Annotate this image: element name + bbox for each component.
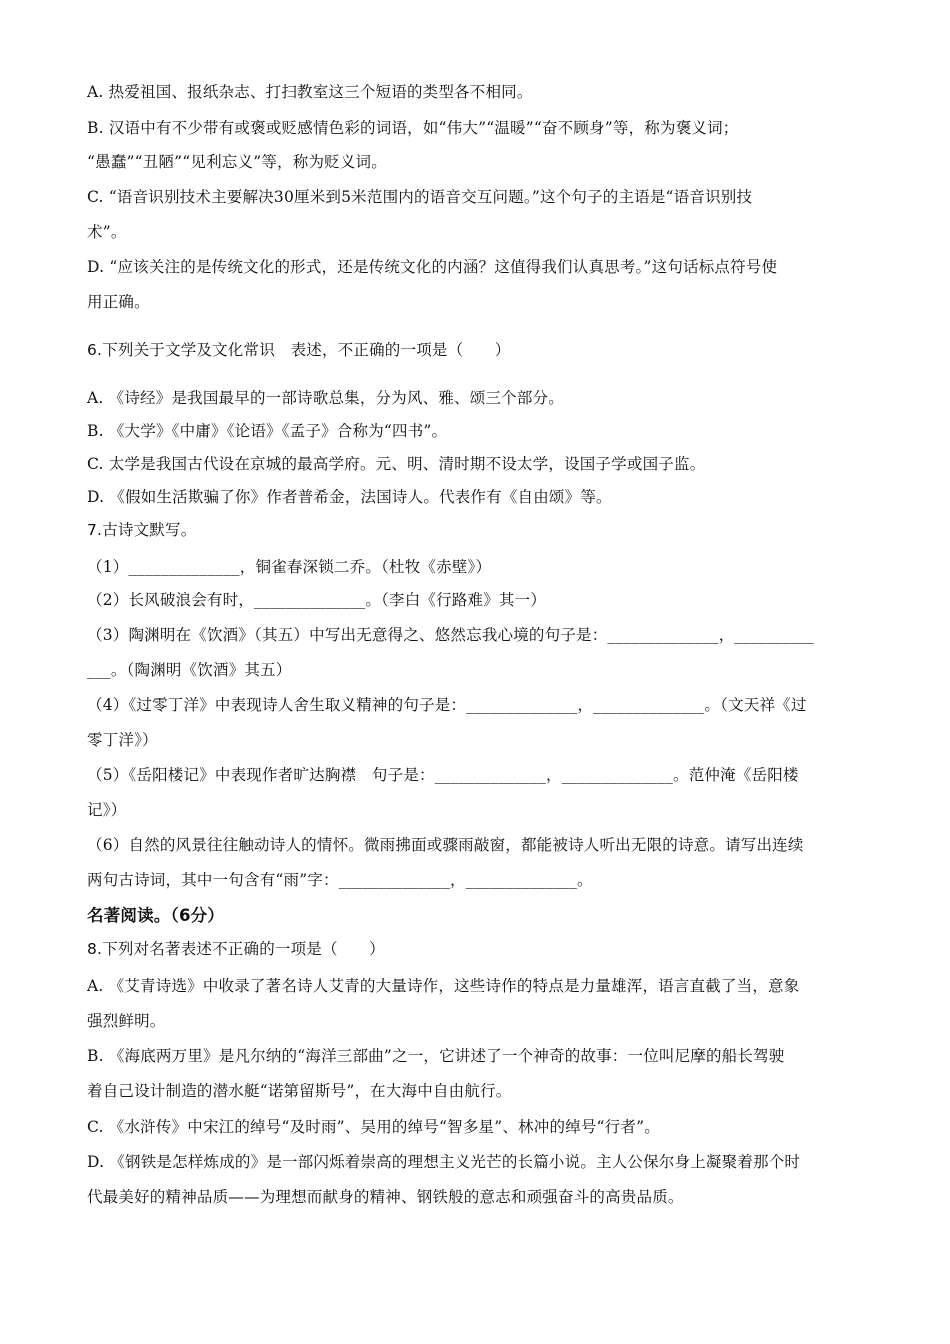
q5-option-b: B. 汉语中有不少带有或褒或贬感情色彩的词语，如“伟大”“温暖”“奋不顾身”等，称为褒义词； — [87, 119, 739, 137]
q8-option-b: B. 《海底两万里》是凡尔纳的“海洋三部曲”之一，它讲述了一个神奇的故事：一位叫尼摩的船长驾驶 — [87, 1047, 785, 1065]
q6-option-a: A. 《诗经》是我国最早的一部诗歌总集，分为风、雅、颂三个部分。 — [87, 389, 564, 407]
q7-item-6-cont: 两句古诗词，其中一句含有“雨”字：______________，______________。 — [87, 871, 593, 889]
q7-stem: 7.古诗文默写。 — [87, 521, 197, 539]
q7-item-5: （5）《岳阳楼记》中表现作者旷达胸襟 句子是：______________，______________。范仲淹《岳阳楼 — [87, 766, 799, 784]
q8-option-d-cont: 代最美好的精神品质——为理想而献身的精神、钢铁般的意志和顽强奋斗的高贵品质。 — [87, 1188, 684, 1206]
q5-option-c: C. “语音识别技术主要解决30厘米到5米范围内的语音交互问题。”这个句子的主语是“语音识别技 — [87, 188, 753, 206]
q5-option-d-cont: 用正确。 — [87, 293, 150, 311]
q6-option-d: D. 《假如生活欺骗了你》作者普希金，法国诗人。代表作有《自由颂》等。 — [87, 488, 612, 506]
q6-option-b: B. 《大学》《中庸》《论语》《孟子》合称为“四书”。 — [87, 422, 448, 440]
q6-option-c: C. 太学是我国古代设在京城的最高学府。元、明、清时期不设太学，设国子学或国子监。 — [87, 455, 706, 473]
q8-option-b-cont: 着自己设计制造的潜水艇“诺第留斯号”，在大海中自由航行。 — [87, 1082, 512, 1100]
q7-item-3-cont: ___。（陶渊明《饮酒》其五） — [87, 661, 292, 679]
q6-stem: 6.下列关于文学及文化常识 表述，不正确的一项是（ ） — [87, 341, 511, 359]
q8-option-c: C. 《水浒传》中宋江的绰号“及时雨”、吴用的绰号“智多星”、林冲的绰号“行者”。 — [87, 1118, 660, 1136]
q7-item-4: （4）《过零丁洋》中表现诗人舍生取义精神的句子是：______________，______________。（文天祥《过 — [87, 696, 807, 714]
q7-item-2: （2）长风破浪会有时，______________。（李白《行路难》其一） — [87, 591, 547, 609]
section-heading: 名著阅读。（6分） — [87, 906, 225, 925]
q5-option-a: A. 热爱祖国、报纸杂志、打扫教室这三个短语的类型各不相同。 — [87, 83, 533, 101]
q8-option-a: A. 《艾青诗选》中收录了著名诗人艾青的大量诗作，这些诗作的特点是力量雄浑，语言直截了当，意象 — [87, 977, 800, 995]
q7-item-3: （3）陶渊明在《饮酒》（其五）中写出无意得之、悠然忘我心境的句子是：______________，__________ — [87, 626, 814, 644]
q5-option-c-cont: 术”。 — [87, 223, 127, 241]
q5-option-b-cont: “愚蠢”“丑陋”“见利忘义”等，称为贬义词。 — [87, 153, 387, 171]
q7-item-1: （1）______________，铜雀春深锁二乔。（杜牧《赤壁》） — [87, 558, 492, 576]
q8-option-a-cont: 强烈鲜明。 — [87, 1012, 166, 1030]
q5-option-d: D. “应该关注的是传统文化的形式，还是传统文化的内涵？这值得我们认真思考。”这句话标点符号使 — [87, 258, 778, 276]
q7-item-4-cont: 零丁洋》） — [87, 731, 158, 749]
q7-item-5-cont: 记》） — [87, 801, 127, 819]
q8-option-d: D. 《钢铁是怎样炼成的》是一部闪烁着崇高的理想主义光芒的长篇小说。主人公保尔身上凝聚着那个时 — [87, 1153, 801, 1171]
q8-stem: 8.下列对名著表述不正确的一项是（ ） — [87, 940, 385, 958]
q7-item-6: （6）自然的风景往往触动诗人的情怀。微雨拂面或骤雨敲窗，都能被诗人听出无限的诗意。请写出连续 — [87, 836, 804, 854]
